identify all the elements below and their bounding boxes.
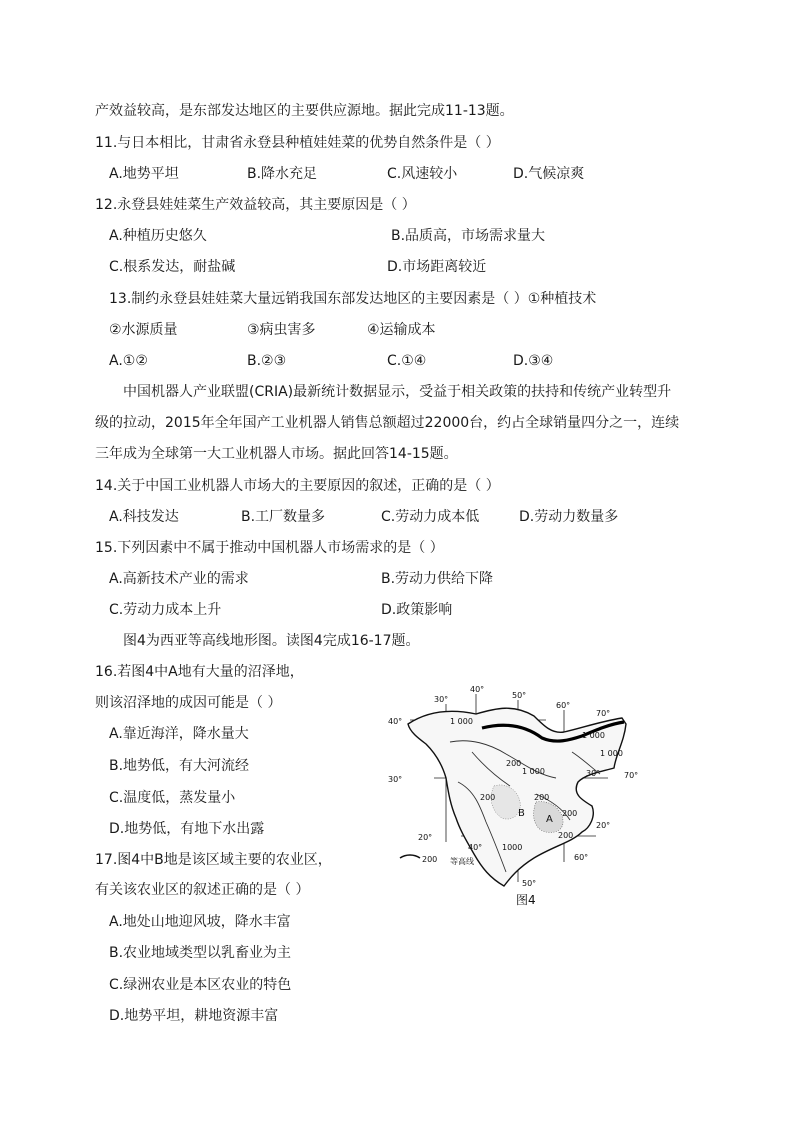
- lon-label-60-south: 60°: [574, 853, 589, 862]
- q17-option-c[interactable]: C.绿洲农业是本区农业的特色: [109, 977, 292, 993]
- q16-option-b[interactable]: B.地势低，有大河流经: [109, 758, 250, 774]
- q16-option-a[interactable]: A.靠近海洋，降水量大: [109, 726, 249, 742]
- q13-factor-3: ③病虫害多: [247, 322, 316, 338]
- q15-option-c[interactable]: C.劳动力成本上升: [109, 602, 222, 618]
- intro-passage: 产效益较高，是东部发达地区的主要供应源地。据此完成11-13题。: [95, 103, 514, 119]
- lon-label-70: 70°: [596, 709, 611, 718]
- q15-option-a[interactable]: A.高新技术产业的需求: [109, 571, 249, 587]
- map-point-a: A: [546, 814, 553, 825]
- question-13-stem: 13.制约永登县娃娃菜大量远销我国东部发达地区的主要因素是（ ）①种植技术: [109, 291, 597, 307]
- q17-option-b[interactable]: B.农业地域类型以乳畜业为主: [109, 945, 292, 961]
- q11-option-a[interactable]: A.地势平坦: [109, 166, 179, 182]
- q14-option-b[interactable]: B.工厂数量多: [241, 509, 326, 525]
- question-11-stem: 11.与日本相比，甘肃省永登县种植娃娃菜的优势自然条件是（ ）: [95, 135, 500, 151]
- figure-intro: 图4为西亚等高线地形图。读图4完成16-17题。: [123, 633, 420, 649]
- lat-label-30-east: 30°: [586, 769, 601, 778]
- contour-label: 200: [534, 793, 550, 802]
- question-15-stem: 15.下列因素中不属于推动中国机器人市场需求的是（ ）: [95, 540, 444, 556]
- contour-label: 200: [506, 759, 522, 768]
- contour-label: 200: [562, 809, 578, 818]
- lon-label-40-south: 40°: [468, 843, 483, 852]
- question-14-stem: 14.关于中国工业机器人市场大的主要原因的叙述，正确的是（ ）: [95, 478, 500, 494]
- contour-label: 1000: [502, 843, 523, 852]
- lon-label-30: 30°: [434, 695, 449, 704]
- passage-2-line-3: 三年成为全球第一大工业机器人市场。据此回答14-15题。: [95, 446, 458, 462]
- q13-option-c[interactable]: C.①④: [387, 353, 427, 369]
- contour-label: 1 000: [600, 749, 623, 758]
- q16-option-c[interactable]: C.温度低，蒸发量小: [109, 790, 236, 806]
- q13-option-d[interactable]: D.③④: [513, 353, 554, 369]
- q14-option-c[interactable]: C.劳动力成本低: [381, 509, 480, 525]
- question-17-stem-line-1: 17.图4中B地是该区域主要的农业区，: [95, 852, 332, 868]
- contour-label: 1 000: [522, 767, 545, 776]
- q14-option-a[interactable]: A.科技发达: [109, 509, 179, 525]
- legend-contour-label: 等高线: [450, 857, 474, 866]
- map-point-b: B: [518, 808, 525, 819]
- lat-label-20-west: 20°: [418, 833, 433, 842]
- contour-label: 200: [480, 793, 496, 802]
- q12-option-d[interactable]: D.市场距离较近: [387, 259, 487, 275]
- contour-label: 1 000: [582, 731, 605, 740]
- question-16-stem-line-1: 16.若图4中A地有大量的沼泽地，: [95, 664, 304, 680]
- q11-option-b[interactable]: B.降水充足: [247, 166, 318, 182]
- figure-caption: 图4: [516, 893, 536, 907]
- lon-label-50: 50°: [512, 691, 527, 700]
- legend-contour-value: 200: [422, 855, 438, 864]
- q14-option-d[interactable]: D.劳动力数量多: [519, 509, 619, 525]
- q15-option-b[interactable]: B.劳动力供给下降: [381, 571, 494, 587]
- q17-option-d[interactable]: D.地势平坦，耕地资源丰富: [109, 1008, 279, 1024]
- q17-option-a[interactable]: A.地处山地迎风坡，降水丰富: [109, 914, 291, 930]
- q13-option-b[interactable]: B.②③: [247, 353, 287, 369]
- q12-option-a[interactable]: A.种植历史悠久: [109, 228, 207, 244]
- q13-factor-4: ④运输成本: [367, 322, 436, 338]
- q16-option-d[interactable]: D.地势低，有地下水出露: [109, 821, 265, 837]
- lat-label-20-east: 20°: [596, 821, 611, 830]
- lon-label-70-east: 70°: [624, 771, 639, 780]
- question-16-stem-line-2: 则该沼泽地的成因可能是（ ）: [95, 695, 282, 711]
- q12-option-c[interactable]: C.根系发达，耐盐碱: [109, 259, 236, 275]
- passage-2-line-2: 级的拉动，2015年全年国产工业机器人销售总额超过22000台，约占全球销量四分之一，连续: [95, 415, 680, 431]
- question-17-stem-line-2: 有关该农业区的叙述正确的是（ ）: [95, 882, 310, 898]
- legend-contour-symbol: [400, 855, 420, 858]
- lon-label-40: 40°: [470, 685, 485, 694]
- q15-option-d[interactable]: D.政策影响: [381, 602, 453, 618]
- passage-2-line-1: 中国机器人产业联盟(CRIA)最新统计数据显示，受益于相关政策的扶持和传统产业转型升: [123, 384, 672, 400]
- question-12-stem: 12.永登县娃娃菜生产效益较高，其主要原因是（ ）: [95, 197, 416, 213]
- lat-label-30-west: 30°: [388, 775, 403, 784]
- q13-factor-2: ②水源质量: [109, 322, 178, 338]
- q12-option-b[interactable]: B.品质高，市场需求量大: [391, 228, 546, 244]
- q11-option-d[interactable]: D.气候凉爽: [513, 166, 585, 182]
- contour-label: 200: [558, 831, 574, 840]
- lon-label-60: 60°: [556, 701, 571, 710]
- contour-label: 1 000: [450, 717, 473, 726]
- lon-label-50-south: 50°: [522, 879, 537, 888]
- contour-map-svg: [386, 682, 646, 912]
- lat-label-40-west: 40°: [388, 717, 403, 726]
- west-asia-contour-map: [386, 682, 646, 912]
- q13-option-a[interactable]: A.①②: [109, 353, 148, 369]
- q11-option-c[interactable]: C.风速较小: [387, 166, 458, 182]
